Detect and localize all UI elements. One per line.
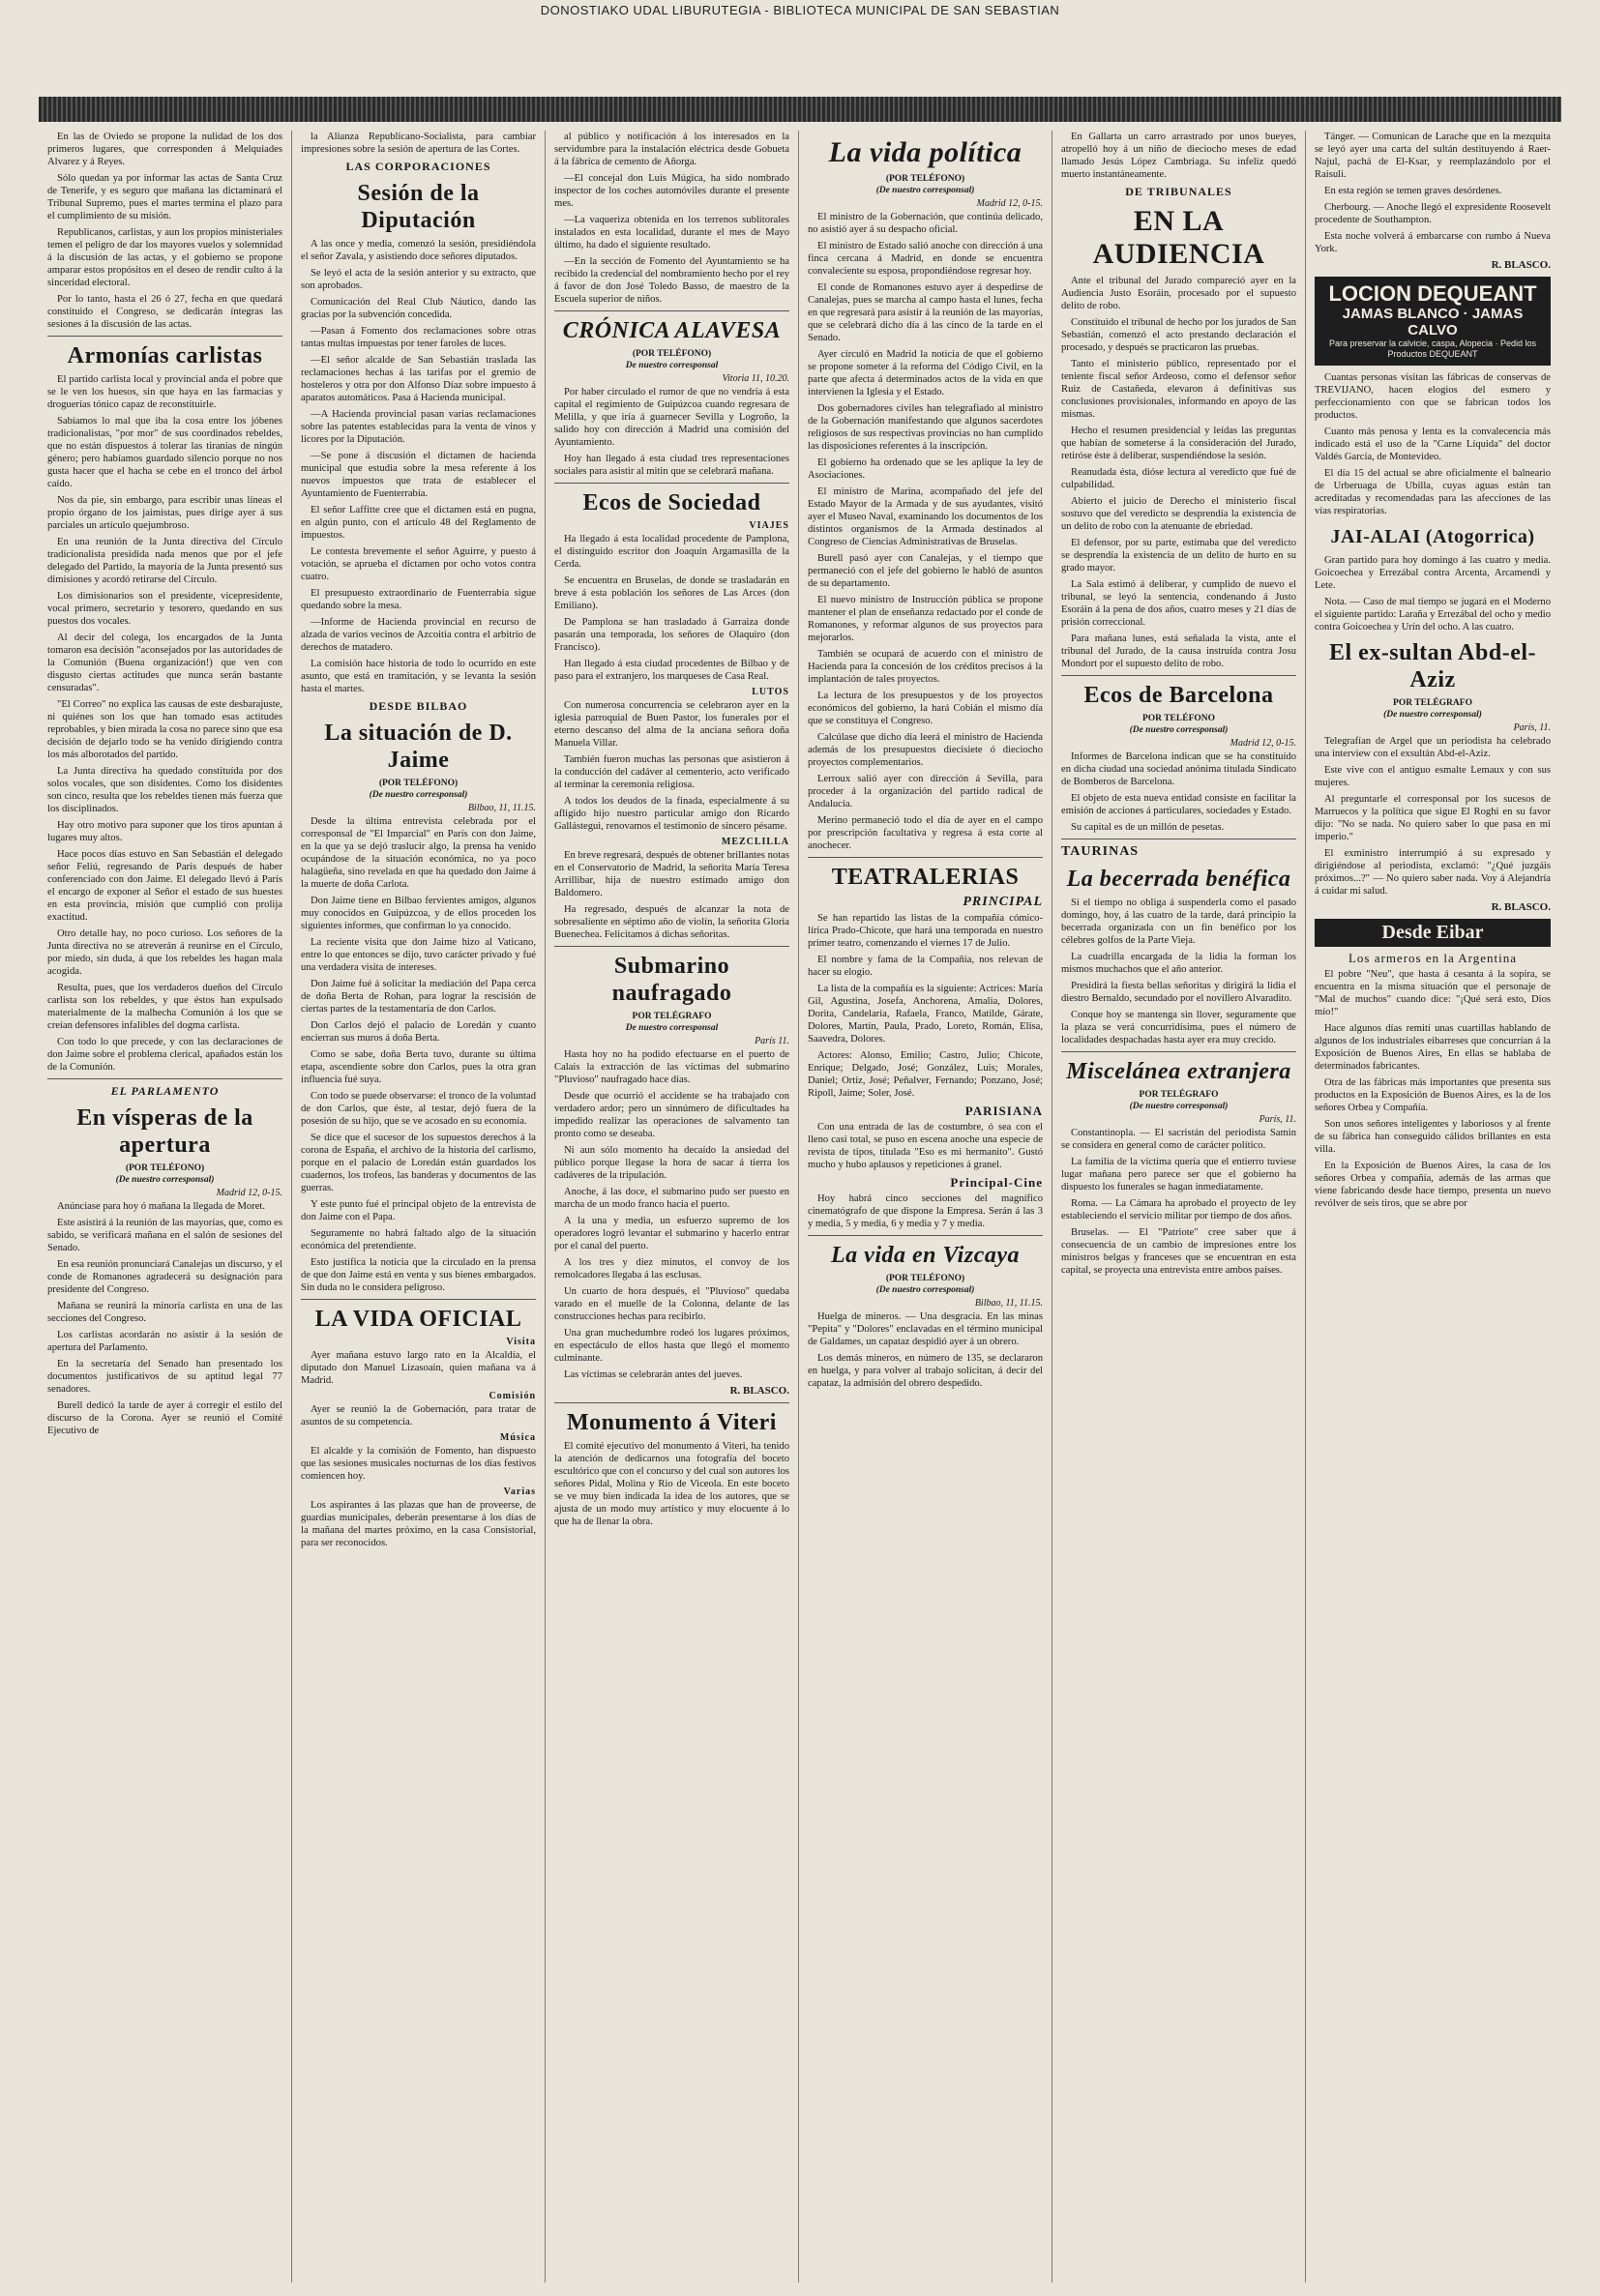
paragraph: Cuantas personas visitan las fábricas de conservas de TREVIJANO, hacen elogios del esmero y perfeccionamiento con que se fabrican todos los productos. — [1315, 372, 1551, 421]
section-label: Los armeros en la Argentina — [1348, 951, 1518, 965]
paragraph: La cuadrilla encargada de la lidia la forman los mismos muchachos que el año anterior. — [1061, 952, 1296, 975]
paragraph: A todos los deudos de la finada, especialmente á su afligido hijo nuestro particular amigo don Ricardo Gallástegui, renovamos el testimonio de sincero pésame. — [554, 796, 789, 832]
paragraph: En Gallarta un carro arrastrado por unos bueyes, atropelló hoy á un niño de dieciocho meses de edad llamado Jesús López Cambriaga. Su infeliz quedó muerto instantáneamente. — [1061, 132, 1296, 180]
section-label: TAURINAS — [1061, 844, 1140, 859]
headline: TEATRALERIAS — [831, 865, 1020, 890]
paragraph: Hoy habrá cinco secciones del magnífico cinematógrafo de que dispone la Empresa. Serán á las 3 y media, 5 y media, 6 y media y 7 y media. — [808, 1193, 1043, 1229]
paragraph: La Sala estimó á deliberar, y cumplido de nuevo el tribunal, se leyó la sentencia, condenando á Justo Esoráin á la pena de dos años, cuatro meses y 21 días de prisión correccional. — [1061, 579, 1296, 628]
paragraph: Burell dedicó la tarde de ayer á corregir el estilo del discurso de la Corona. Ayer se reunió el Comité Ejecutivo de — [47, 1400, 282, 1436]
paragraph: Los dimisionarios son el presidente, vicepresidente, vocal primero, secretario y tesorero, quedando en sus puestos dos vocales. — [47, 591, 282, 627]
byline: De nuestro corresponsal — [625, 361, 719, 370]
paragraph: El conde de Romanones estuvo ayer á despedirse de Canalejas, pues se marcha al campo hasta el lunes, fecha en que regresará para asistir á la reunión de las mayorías, que se celebrará dicho día á las cinco de la tarde en el Senado. — [808, 282, 1043, 343]
paragraph: Hecho el resumen presidencial y leídas las preguntas que habían de someterse á la consideración del Jurado, retiróse éste á deliberar, suspendiéndose la sesión. — [1061, 426, 1296, 461]
paragraph: Actores: Alonso, Emilio; Castro, Julio; Chicote, Enrique; Delgado, José; González, Luis; Morales, Daniel; Ortiz, José; Peñalver, Fernando; Ponzano, José; Ripoll, Jaime; Soler, José. — [808, 1050, 1043, 1099]
paragraph: Don Jaime fué á solicitar la mediación del Papa cerca de doña Berta de Rohan, para lograr la rescisión de ciertas partes de la testamentaría de don Carlos. — [301, 979, 536, 1015]
paragraph: Hasta hoy no ha podido efectuarse en el puerto de Calais la extracción de las víctimas del submarino "Pluvioso" naufragado hace días. — [554, 1049, 789, 1085]
paragraph: Abierto el juicio de Derecho el ministerio fiscal sostuvo que del veredicto se desprendía la existencia de un delito de robo con la atenuante de ebriedad. — [1061, 496, 1296, 532]
byline: (De nuestro corresponsal) — [875, 186, 975, 195]
paragraph: Tanto el ministerio público, representado por el teniente fiscal señor Ardeoso, como el defensor señor Ruiz de Castañeda, elevaron á definitivas sus conclusiones provisionales, informando en apoyo de las mismas. — [1061, 359, 1296, 420]
paragraph: Reanudada ésta, dióse lectura al veredicto que fué de culpabilidad. — [1061, 467, 1296, 490]
divider — [47, 336, 282, 337]
paragraph: Han llegado á esta ciudad procedentes de Bilbao y de paso para el extranjero, los marqueses de Casa Real. — [554, 659, 789, 682]
paragraph: El alcalde y la comisión de Fomento, han dispuesto que las sesiones musicales nocturnas de los días festivos comiencen hoy. — [301, 1446, 536, 1482]
paragraph: Ha regresado, después de alcanzar la nota de sobresaliente en séptimo año de violín, la señorita Gloria Buenechea. Felicitamos á dichas señoritas. — [554, 904, 789, 940]
paragraph: —Informe de Hacienda provincial en recurso de alzada de varios vecinos de Azcoitia contra el arbitrio de derechos de matadero. — [301, 617, 536, 653]
column-3 — [546, 131, 799, 2282]
paragraph: Dos gobernadores civiles han telegrafiado al ministro de la Gobernación manifestando que algunos sacerdotes religiosos de sus respectivas provincias no han cumplido las disposiciones referentes á la inscripción. — [808, 403, 1043, 452]
headline: En vísperas de la apertura — [76, 1105, 253, 1158]
headline: Ecos de Barcelona — [1083, 683, 1274, 708]
advertisement-locion — [1315, 277, 1551, 366]
headline: EN LA AUDIENCIA — [1092, 205, 1265, 270]
paragraph: "El Correo" no explica las causas de este desbarajuste, ni quiénes son los que han tomado esas actitudes reprobables, y bien mirada la cosa no parece sino que esa decisión de dejarlo todo se ha venido dirigiendo contra los más alborotados del partido. — [47, 699, 282, 760]
column-1 — [39, 131, 292, 2282]
paragraph: En la Exposición de Buenos Aires, la casa de los señores Orbea y compañía, además de las armas que viene fabricando desde hace tiempo, presenta un nuevo revólver de seis tiros, que se abre por — [1315, 1161, 1551, 1209]
column-4 — [799, 131, 1052, 2282]
paragraph: El exministro interrumpió á su expresado y dirigiéndose al periodista, exclamó: "¿Qué juzgáis próximos...?" — No quiero saber nada. Voy á Alejandría á cuidar mi salud. — [1315, 848, 1551, 897]
paragraph: Don Jaime tiene en Bilbao fervientes amigos, algunos muy conocidos en Guipúzcoa, y de ellos proceden los siguientes informes, que confirman lo ya conocido. — [301, 896, 536, 931]
headline: Ecos de Sociedad — [582, 490, 761, 515]
divider — [808, 857, 1043, 858]
paragraph: —Se pone á discusión el dictamen de hacienda municipal que estudia sobre la mesa referente á los nuevos impuestos que trata de establecer el Ayuntamiento de Fuenterrabía. — [301, 451, 536, 499]
paragraph: Las víctimas se celebrarán antes del jueves. — [564, 1369, 743, 1380]
subhead: Música — [499, 1432, 536, 1443]
paragraph: Los aspirantes á las plazas que han de proveerse, de guardias municipales, deberán presentarse á los días de la mañana del martes próximo, en la casa Consistorial, para ser reconocidos. — [301, 1500, 536, 1548]
paragraph: Lerroux salió ayer con dirección á Sevilla, para proceder á la organización del partido radical de Andalucía. — [808, 774, 1043, 809]
paragraph: El presupuesto extraordinario de Fuenterrabía sigue quedando sobre la mesa. — [301, 588, 536, 611]
paragraph: Con una entrada de las de costumbre, ó sea con el lleno casi total, se puso en escena anoche una especie de revista de tipos, titulada "Eso es mi hermanito". Gustó mucho y hubo aplausos y repeticiones á granel. — [808, 1122, 1043, 1170]
column-2 — [292, 131, 546, 2282]
paragraph: Republicanos, carlistas, y aun los propios ministeriales temen el peligro de dar los mayores vuelos y solemnidad á la discusión de las actas, y el gobierno se propone amparar estos propósitos en el deseo de rendir culto á la sinceridad electoral. — [47, 227, 282, 288]
ad-subtitle: JAMAS BLANCO · JAMAS CALVO — [1342, 306, 1524, 339]
paragraph: Se encuentra en Bruselas, de donde se trasladarán en breve á esta población los señores de Las Arces (don Emiliano). — [554, 575, 789, 611]
subhead: PARISIANA — [964, 1104, 1043, 1118]
dateline: París, 11. — [1259, 1114, 1296, 1125]
paragraph: Informes de Barcelona indican que se ha constituído en dicha ciudad una sociedad anónima titulada Sindicato de Bomberos de Barcelona. — [1061, 751, 1296, 787]
paragraph: Don Carlos dejó el palacio de Loredán y cuanto encierran sus muros á doña Berta. — [301, 1020, 536, 1044]
paragraph: El señor Laffitte cree que el dictamen está en pugna, en algún punto, con el artículo 48 del Reglamento de impuestos. — [301, 505, 536, 541]
paragraph: —El concejal don Luis Múgica, ha sido nombrado inspector de los coches automóviles durante el presente mes. — [554, 173, 789, 209]
paragraph: Conque hoy se mantenga sin llover, seguramente que la plaza se verá concurridísima, pues el número de localidades despachadas hasta ayer era muy crecido. — [1061, 1010, 1296, 1045]
paragraph: El defensor, por su parte, estimaba que del veredicto se desprendía la existencia de un delito de hurto en su grado mayor. — [1061, 538, 1296, 574]
dateline: Madrid 12, 0-15. — [1230, 738, 1296, 749]
paragraph: Presidirá la fiesta bellas señoritas y dirigirá la lidia el diestro Bernaldo, secundado por el novillero Alvaradito. — [1061, 981, 1296, 1004]
dateline: Madrid 12, 0-15. — [976, 198, 1043, 209]
paragraph: Constituido el tribunal de hecho por los jurados de San Sebastián, comenzó el acto prestando declaración el procesado, y después se practicaron las pruebas. — [1061, 317, 1296, 353]
paragraph: La lista de la compañía es la siguiente: Actrices: María Gil, Agustina, Josefa, Anchorena, Amalia, Dolores, Dorita, Candelaria, Rafaela, Franco, Matilde, Gárate, Dolores, Martín, Paula, Prado, Loreto, Román, Elisa, Saavedra, Dolores. — [808, 984, 1043, 1045]
paragraph: También se ocupará de acuerdo con el ministro de Hacienda para la concesión de los créditos precisos á la implantación de tales proyectos. — [808, 649, 1043, 685]
signature: R. BLASCO. — [729, 1385, 789, 1397]
paragraph: La Junta directiva ha quedado constituída por dos solos vocales, que son disidentes. Como los disidentes son cinco, resulta que los rebeldes tienen más fuerza que los disciplinados. — [47, 766, 282, 814]
paragraph: Burell pasó ayer con Canalejas, y el tiempo que permaneció con el jefe del gobierno le habló de asuntos de su departamento. — [808, 553, 1043, 589]
headline: JAI-ALAI (Atogorrica) — [1330, 526, 1535, 547]
paragraph: Sólo quedan ya por informar las actas de Santa Cruz de Tenerife, y es seguro que mañana las dictaminará el Tribunal Supremo, pues el martes termina el plazo para el cumplimiento de su misión. — [47, 173, 282, 221]
paragraph: Telegrafían de Argel que un periodista ha celebrado una interview con el exsultán Abd-el-Aziz. — [1315, 736, 1551, 759]
headline: Submarino naufragado — [611, 954, 732, 1006]
byline: De nuestro corresponsal — [625, 1023, 719, 1033]
paragraph: Hoy han llegado á esta ciudad tres representaciones sociales para asistir al mitin que se celebrará mañana. — [554, 454, 789, 477]
paragraph: Nota. — Caso de mal tiempo se jugará en el Moderno el siguiente partido: Laraña y Errezábal del ocho y medio contra Goicoechea y Urín del ocho. A las cuatro. — [1315, 597, 1551, 633]
paragraph: La reciente visita que don Jaime hizo al Vaticano, entre lo que entonces se dijo, tuvo carácter privado y fué una verdadera visita de intereses. — [301, 937, 536, 973]
paragraph: Roma. — La Cámara ha aprobado el proyecto de ley estableciendo el servicio militar por tiempo de dos años. — [1061, 1198, 1296, 1222]
paragraph: Otra de las fábricas más importantes que presenta sus productos en la Exposición de Buenos Aires, es la de los señores Orbea y Compañía. — [1315, 1077, 1551, 1113]
headline: El ex-sultan Abd-el-Aziz — [1328, 640, 1537, 692]
paragraph: Le contesta brevemente el señor Aguirre, y puesto á votación, se aprueba el dictamen por ocho votos contra cuatro. — [301, 546, 536, 582]
byline: (POR TELÉFONO) — [885, 174, 965, 184]
paragraph: El nuevo ministro de Instrucción pública se propone mantener el plan de enseñanza redactado por el conde de Romanones, y reformar algunos de sus proyectos para mejorarlos. — [808, 595, 1043, 643]
byline: (De nuestro corresponsal) — [1129, 1102, 1229, 1111]
paragraph: Un cuarto de hora después, el "Pluvioso" quedaba varado en el muelle de la Colonna, delante de las construcciones hechas para recibirlo. — [554, 1286, 789, 1322]
paragraph: Al decir del colega, los encargados de la Junta tomaron esa decisión "aconsejados por las autoridades de la Comunión (Buena organización!) que ven con disgusto ciertas actitudes que nunca serán bastante censuradas". — [47, 633, 282, 693]
paragraph: Una gran muchedumbre rodeó los lugares próximos, en espectáculo de ellos hasta que llegó el momento culminante. — [554, 1328, 789, 1364]
byline: (POR TELÉFONO) — [632, 349, 712, 359]
paragraph: La familia de la víctima quería que el entierro tuviese lugar mañana pero parece ser que el gobierno ha dispuesto los funerales se hagan inmediatamente. — [1061, 1157, 1296, 1192]
headline: CRÓNICA ALAVESA — [562, 318, 782, 343]
subhead: LUTOS — [752, 687, 789, 697]
headline: Armonías carlistas — [67, 343, 263, 368]
subhead: Comisión — [489, 1391, 536, 1401]
paragraph: De Pamplona se han trasladado á Garraiza donde pasarán una temporada, los señores de Olaquiro (don Francisco). — [554, 617, 789, 653]
byline: (POR TELÉFONO) — [378, 779, 459, 788]
section-label: DE TRIBUNALES — [1125, 185, 1232, 198]
divider — [554, 1402, 789, 1403]
paragraph: Bruselas. — El "Patriote" cree saber que á consecuencia de un cambio de impresiones entre los ministros belgas y franceses que se encuentran en esta capital, se proyecta una entrevista entre ambos países. — [1061, 1227, 1296, 1276]
paragraph: Su capital es de un millón de pesetas. — [1071, 822, 1225, 833]
paragraph: El ministro de la Gobernación, que continúa delicado, no asistió ayer á su despacho oficial. — [808, 212, 1043, 235]
paragraph: La comisión hace historia de todo lo ocurrido en este asunto, que está en tramitación, y se levanta la sesión hasta el martes. — [301, 659, 536, 694]
paragraph: Esta noche volverá á embarcarse con rumbo á Nueva York. — [1315, 231, 1551, 254]
paragraph: Con todo lo que precede, y con las declaraciones de don Jaime sobre el problema clerical, apañados están los de la Comunión. — [47, 1037, 282, 1073]
paragraph: Ni aun sólo momento ha decaído la ansiedad del público porque llegase la hora de sacar á tierra los cadáveres de la tripulación. — [554, 1145, 789, 1181]
paragraph: El ministro de Marina, acompañado del jefe del Estado Mayor de la Armada y de sus ayudantes, visitó ayer el Museo Naval, examinando los documentos de los distintos organismos de la Armada destinados al Congreso de Ciencias Administrativas de Bruselas. — [808, 486, 1043, 547]
divider — [301, 1299, 536, 1300]
paragraph: También fueron muchas las personas que asistieron á la conducción del cadáver al cementerio, acto verificado al terminar la ceremonia religiosa. — [554, 754, 789, 790]
paragraph: Para mañana lunes, está señalada la vista, ante el tribunal del Jurado, de la causa instruída contra Josu Mondort por el supuesto delito de robo. — [1061, 633, 1296, 669]
paragraph: Nos da pie, sin embargo, para escribir unas líneas el propio órgano de los jaimistas, pues dirige ayer á sus parciales un artículo quejumbroso. — [47, 495, 282, 531]
byline: (De nuestro corresponsal) — [369, 790, 468, 800]
byline: POR TELÉGRAFO — [1393, 698, 1472, 708]
paragraph: Y este punto fué el principal objeto de la entrevista de don Jaime con el Papa. — [301, 1199, 536, 1222]
headline: La becerrada benéfica — [1066, 867, 1291, 892]
paragraph: Cherbourg. — Anoche llegó el expresidente Roosevelt procedente de Southampton. — [1315, 202, 1551, 225]
paragraph: Esto justifica la noticia que la circulado en la prensa de que don Jaime está en venta y sus bienes embargados. Sin duda no le considera peligroso. — [301, 1257, 536, 1293]
divider — [554, 310, 789, 311]
paragraph: Calcúlase que dicho día leerá el ministro de Hacienda además de los presupuestos diecisiete ó dieciocho proyectos complementarios. — [808, 732, 1043, 768]
subhead: VIAJES — [749, 520, 789, 531]
paragraph: —La vaqueriza obtenida en los terrenos sublitorales instalados en esta localidad, durante el mes de Mayo último, ha dado el siguiente resultado. — [554, 215, 789, 250]
paragraph: Cuanto más penosa y lenta es la convalecencia más indicado está el uso de la "Carne Líquida" del doctor Valdés García, de Montevideo. — [1315, 427, 1551, 462]
byline: (De nuestro corresponsal) — [875, 1285, 975, 1295]
byline: POR TELÉFONO — [1141, 714, 1216, 723]
subhead: PRINCIPAL — [963, 895, 1043, 909]
paragraph: Son unos señores inteligentes y laboriosos y al frente de su fábrica han conseguido cálidos brillantes en esta villa. — [1315, 1119, 1551, 1155]
byline: POR TELÉGRAFO — [632, 1012, 712, 1021]
divider — [1061, 675, 1296, 676]
masthead-bar — [39, 97, 1561, 122]
paragraph: Ante el tribunal del Jurado comparecíó ayer en la Audiencia Justo Esoráin, procesado por el supuesto delito de robo. — [1061, 276, 1296, 311]
subhead: Varias — [503, 1487, 536, 1497]
dateline: Bilbao, 11, 11.15. — [467, 803, 536, 813]
section-banner: Desde Eibar — [1315, 919, 1551, 947]
paragraph: Si el tiempo no obliga á suspenderla como el pasado domingo, hoy, á las cuatro de la tarde, dará principio la becerrada organizada con un fin benéfico por los célebres golfos de la Parte Vieja. — [1061, 898, 1296, 946]
paragraph: —Pasan á Fomento dos reclamaciones sobre otras tantas multas impuestas por tener faroles de luces. — [301, 326, 536, 349]
paragraph: Seguramente no habrá faltado algo de la situación económica del pretendiente. — [301, 1228, 536, 1251]
headline: La vida en Vizcaya — [831, 1243, 1020, 1268]
divider — [1061, 1051, 1296, 1052]
ad-title: LOCION DEQUEANT — [1328, 281, 1537, 306]
paragraph: Se han repartido las listas de la compañía cómico-lírica Prado-Chicote, que hará una temporada en nuestro primer teatro, comenzando el viernes 17 de Julio. — [808, 913, 1043, 949]
archive-header: DONOSTIAKO UDAL LIBURUTEGIA - BIBLIOTECA MUNICIPAL DE SAN SEBASTIAN — [540, 3, 1060, 17]
column-5 — [1052, 131, 1306, 2282]
paragraph: El día 15 del actual se abre oficialmente el balneario de Urberuaga de Ubilla, cuyas aguas están tan acreditadas y recomendadas para las afecciones de las vías respiratorias. — [1315, 468, 1551, 516]
dateline: Madrid 12, 0-15. — [216, 1188, 282, 1198]
byline: (De nuestro corresponsal) — [1383, 710, 1482, 720]
section-label: DESDE BILBAO — [369, 699, 468, 713]
divider — [47, 1078, 282, 1079]
paragraph: Con numerosa concurrencia se celebraron ayer en la iglesia parroquial de Buen Pastor, los funerales por el eterno descanso del alma de la anciana señora doña Manuela Villar. — [554, 700, 789, 749]
paragraph: En esta región se temen graves desórdenes. — [1324, 186, 1502, 196]
paragraph: Tánger. — Comunican de Larache que en la mezquita se leyó ayer una carta del sultán destituyendo á Raer-Najul, pachá de El-Ksar, y reemplazándolo por el Raisuli. — [1315, 132, 1551, 180]
page-columns — [39, 131, 1561, 2282]
paragraph: la Alianza Republicano-Socialista, para cambiar impresiones sobre la sesión de apertura de las Cortes. — [301, 132, 536, 155]
byline: (De nuestro corresponsal) — [115, 1175, 215, 1185]
paragraph: Como se sabe, doña Berta tuvo, durante su última etapa, ascendiente sobre don Carlos, pues la otra gran influencia fué suya. — [301, 1049, 536, 1085]
dateline: Bilbao, 11, 11.15. — [974, 1298, 1043, 1309]
headline: Sesión de la Diputación — [357, 181, 480, 233]
byline: (POR TELÉFONO) — [885, 1274, 965, 1283]
paragraph: En esa reunión pronunciará Canalejas un discurso, y el conde de Romanones agradecerá su designación para presidente del Congreso. — [47, 1259, 282, 1295]
paragraph: Merino permaneció todo el día de ayer en el campo por prescripción facultativa y regresa á esta corte al anochecer. — [808, 815, 1043, 851]
paragraph: Desde que ocurrió el accidente se ha trabajado con verdadero ardor; pero un sinnúmero de dificultades ha impedido realizar las operaciones de salvamento tan pronto como se deseaba. — [554, 1091, 789, 1139]
paragraph: El ministro de Estado salió anoche con dirección á una finca cercana á Madrid, en donde se encuentra convaleciente su esposa, propondiéndose regresar hoy. — [808, 241, 1043, 277]
byline: (De nuestro corresponsal) — [1129, 725, 1229, 735]
signature: R. BLASCO. — [1491, 259, 1551, 271]
paragraph: En las de Oviedo se propone la nulidad de los dos primeros lugares, que corresponden á Melquiades Alvarez y á Reyes. — [47, 132, 282, 167]
paragraph: Ayer mañana estuvo largo rato en la Alcaldía, el diputado don Manuel Lizasoain, quien mañana va á Madrid. — [301, 1350, 536, 1386]
paragraph: Se leyó el acta de la sesión anterior y su extracto, que son aprobados. — [301, 268, 536, 291]
paragraph: Este vive con el antiguo esmalte Lemaux y con sus mujeres. — [1315, 765, 1551, 788]
divider — [554, 946, 789, 947]
column-6 — [1306, 131, 1559, 2282]
divider — [808, 1235, 1043, 1236]
byline: POR TELÉGRAFO — [1139, 1090, 1219, 1100]
paragraph: —En la sección de Fomento del Ayuntamiento se ha recibido la credencial del nombramiento hecho por el rey á favor de don José Toledo Basso, de maestro de la Escuela superior de niños. — [554, 256, 789, 305]
ad-text: Para preservar la calvicie, caspa, Alopecia · Pedid los Productos DEQUEANT — [1328, 339, 1537, 359]
subhead: Visita — [506, 1337, 536, 1347]
paragraph: En una reunión de la Junta directiva del Círculo tradicionalista presidida nada menos que por el jefe delegado del Partido, la mayoría de la Junta presentó sus dimisiones y acordó retirarse del Círculo. — [47, 537, 282, 585]
paragraph: A la una y media, un esfuerzo supremo de los operadores logró levantar el submarino y hacerlo entrar por el canal del puerto. — [554, 1216, 789, 1251]
paragraph: La lectura de los presupuestos y de los proyectos económicos del gobierno, la hará Cobián el mismo día que se constituya el Congreso. — [808, 691, 1043, 726]
subhead: MEZCLILLA — [721, 837, 789, 847]
headline: La situación de D. Jaime — [324, 721, 513, 773]
section-label: LAS CORPORACIONES — [345, 160, 491, 173]
paragraph: Sabíamos lo mal que iba la cosa entre los jóbenes tradicionalistas, "por mor" de sus coordinados rebeldes, que no están dispuestos á tolerar las tiranías de ningún género; pero habíamos guardado silencio porque no nos gusta hacer que el hacha se cebe en el tronco del árbol caído. — [47, 416, 282, 489]
paragraph: Ha llegado á esta localidad procedente de Pamplona, el distinguido escritor don Joaquín Argamasilla de la Cerda. — [554, 534, 789, 570]
paragraph: Huelga de mineros. — Una desgracia. En las minas "Pepita" y "Dolores" enclavadas en el término municipal de Galdames, un capataz despidió ayer á un obrero. — [808, 1311, 1043, 1347]
section-label: EL PARLAMENTO — [110, 1084, 220, 1098]
paragraph: Ayer se reunió la de Gobernación, para tratar de asuntos de su competencia. — [301, 1404, 536, 1428]
paragraph: A los tres y diez minutos, el convoy de los remolcadores llegaba á las esclusas. — [554, 1257, 789, 1280]
headline: Monumento á Viteri — [567, 1410, 777, 1435]
dateline: París 11. — [755, 1036, 789, 1046]
paragraph: Resulta, pues, que los verdaderos dueños del Círculo carlista son los rebeldes, y que éstos han expulsado materialmente de la malhecha Comunión á los que se creían defensores infalibles del dogma carlista. — [47, 983, 282, 1031]
paragraph: En la secretaría del Senado han presentado los documentos justificativos de su aptitud legal 77 senadores. — [47, 1359, 282, 1395]
paragraph: Los demás mineros, en número de 135, se declararon en huelga, y para volver al trabajo solicitan, á decir del capataz, la admisión del obrero despedido. — [808, 1353, 1043, 1389]
paragraph: —El señor alcalde de San Sebastián traslada las reclamaciones hechas á las tarifas por el gremio de hosteleros y otra por don Alfonso Díaz sobre impuesto á aparatos automáticos. Pasa á Hacienda municipal. — [301, 355, 536, 403]
paragraph: El nombre y fama de la Compañía, nos relevan de hacer su elogio. — [808, 955, 1043, 978]
paragraph: Anoche, á las doce, el submarino pudo ser puesto en marcha de un modo franco hacia el puerto. — [554, 1187, 789, 1210]
paragraph: El pobre "Neu", que hasta á cesanta á la sopira, se encuentra en la misma situación que el personaje de "Mal de muchos" cuando dice: "¡Qué será esto, Dios mío!" — [1315, 969, 1551, 1017]
paragraph: Ayer circuló en Madrid la noticia de que el gobierno se propone someter á la reforma del Código Civil, en la parte que afecta á determinados actos de la vida en que intervienen la Iglesia y el Estado. — [808, 349, 1043, 397]
headline: LA VIDA OFICIAL — [314, 1307, 522, 1332]
paragraph: Este asistirá á la reunión de las mayorías, que, como es sabido, se verificará mañana en el salón de sesiones del Senado. — [47, 1218, 282, 1253]
paragraph: El objeto de esta nueva entidad consiste en facilitar la emisión de acciones á particulares, sociedades y Estado. — [1061, 793, 1296, 816]
paragraph: Los carlistas acordarán no asistir á la sesión de apertura del Parlamento. — [47, 1330, 282, 1353]
paragraph: A las once y media, comenzó la sesión, presidiéndola el señor Zavala, y asistiendo doce señores diputados. — [301, 239, 536, 262]
paragraph: Hace algunos días remití unas cuartillas hablando de algunos de los industriales eibarreses que concurrían á la Exposición de Buenos Aires, En ellas se hablaba de determinados fabricantes. — [1315, 1023, 1551, 1072]
paragraph: El gobierno ha ordenado que se les aplique la ley de Asociaciones. — [808, 457, 1043, 481]
paragraph: Hace pocos días estuvo en San Sebastián el delegado señor Feliú, regresando de París después de haber conferenciado con don Jaime. El delegado llevó á París el encargo de exponer al Señor el estado de sus huestes en esta provincia, misión que cumplió con prolija exactitud. — [47, 849, 282, 923]
paragraph: Hay otro motivo para suponer que los tiros apuntan á lugares muy altos. — [47, 820, 282, 843]
paragraph: Gran partido para hoy domingo á las cuatro y media. Goicoechea y Errezábal contra Arcenta, Arcamendi y Lete. — [1315, 555, 1551, 591]
paragraph: Constantinopla. — El sacristán del periodista Samin se considera en general como de carácter político. — [1061, 1128, 1296, 1151]
paragraph: Por lo tanto, hasta el 26 ó 27, fecha en que quedará constituido el Congreso, se dedicarán íntegras las sesiones á la discusión de las actas. — [47, 294, 282, 330]
dateline: Vitoria 11, 10.20. — [722, 373, 789, 384]
byline: (POR TELÉFONO) — [125, 1163, 205, 1173]
headline: La vida política — [828, 136, 1022, 168]
paragraph: Anúnciase para hoy ó mañana la llegada de Moret. — [57, 1201, 266, 1212]
paragraph: El partido carlista local y provincial anda el pobre que se le ven los huesos, sin que haya en las farmacias y droguerías tónico capaz de reconstituirle. — [47, 374, 282, 410]
paragraph: Con todo se puede observarse: el tronco de la voluntad de don Carlos, que éste, al testar, dejó fuera de la posesión de su hijo, que se ve acosado en su economía. — [301, 1091, 536, 1127]
paragraph: El comité ejecutivo del monumento á Viteri, ha tenido la atención de dedicarnos una fotografía del boceto escultórico que con el concurso y del cual son autores los señores Pidal, Molina y Rio de Viceola. En este boceto se ve muy bien indicada la idea de los autores, que se ajusta de un modo muy artístico y muy elocuente á lo que ha de llenar la obra. — [554, 1441, 789, 1527]
headline: Miscelánea extranjera — [1066, 1059, 1291, 1084]
paragraph: Otro detalle hay, no poco curioso. Los señores de la Junta directiva no se atreverán á reunirse en el Círculo, por miedo, sin duda, á que los rebeldes les hagan mala acogida. — [47, 928, 282, 977]
paragraph: Al preguntarle el corresponsal por los sucesos de Marruecos y la política que sigue El Roghi en su favor dijo: "No se nada. No quiero saber lo que pasa en mi imperio." — [1315, 794, 1551, 842]
paragraph: Mañana se reunirá la minoría carlista en una de las secciones del Congreso. — [47, 1301, 282, 1324]
dateline: París, 11. — [1513, 722, 1551, 733]
paragraph: Comunicación del Real Club Náutico, dando las gracias por la subvención concedida. — [301, 297, 536, 320]
paragraph: Desde la última entrevista celebrada por el corresponsal de "El Imparcial" en París con don Jaime, en la que ya se dejó traslucir algo, la prensa ha venido ocupándose de la situación económica, no ya poco halagüeña, sino revelada en que ha quedado don Jaime á la muerte de doña Carlota. — [301, 816, 536, 890]
divider — [554, 483, 789, 484]
paragraph: En breve regresará, después de obtener brillantes notas en el Conservatorio de Madrid, la señorita María Teresa Arrillibar, hija de nuestro estimado amigo don Baldomero. — [554, 850, 789, 898]
subhead: Principal-Cine — [950, 1175, 1043, 1190]
signature: R. BLASCO. — [1491, 901, 1551, 913]
paragraph: Por haber circulado el rumor de que no vendría á esta capital el regimiento de Guipúzcoa cuando regresara de Melilla, y que iría á guarnecer Sevilla y Logroño, la salido hoy con dirección á Madrid una comisión del Ayuntamiento. — [554, 387, 789, 448]
paragraph: al público y notificación á los interesados en la servidumbre para la instalación eléctrica desde Gobueta á la fábrica de cemento de Añorga. — [554, 132, 789, 167]
paragraph: —A Hacienda provincial pasan varias reclamaciones sobre las patentes establecidas para la venta de vinos y licores por la Diputación. — [301, 409, 536, 445]
paragraph: Se dice que el sucesor de los supuestos derechos á la corona de España, el archivo de la historia del carlismo, porque en el palacio de Loredán están guardados los cuadernos, los trofeos, las banderas y documentos de las guerras. — [301, 1133, 536, 1193]
